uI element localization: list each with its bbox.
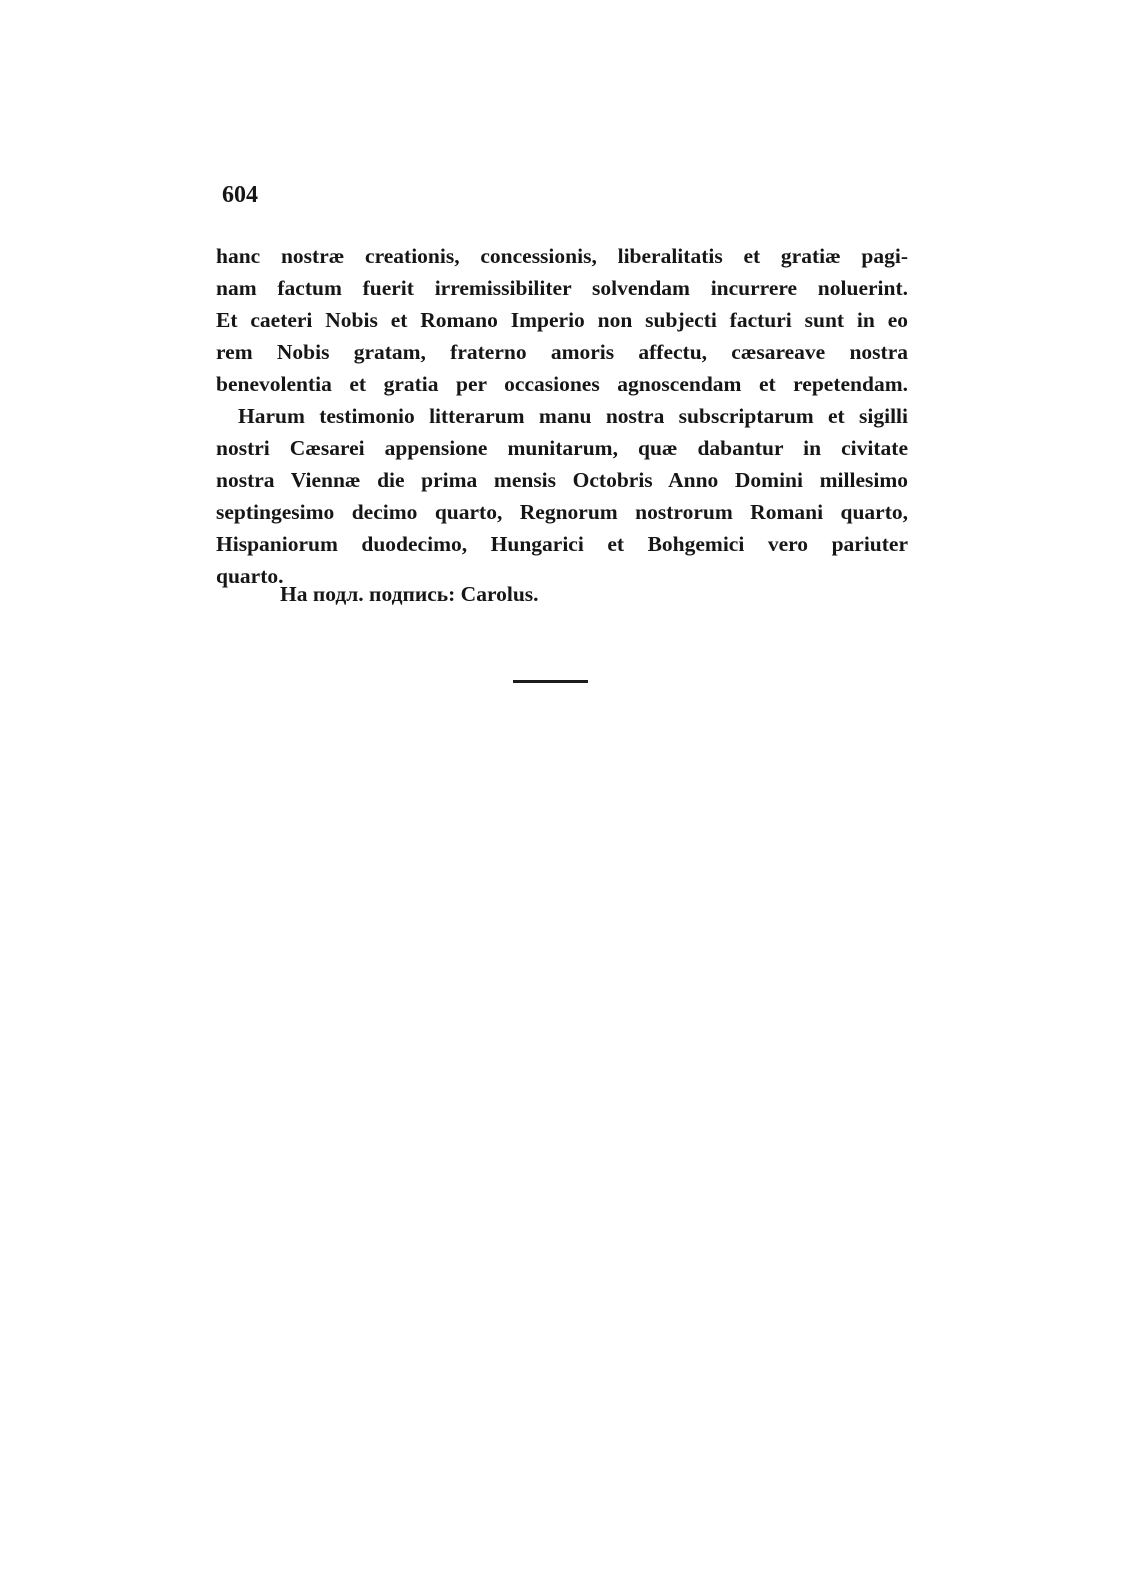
text-line: nam factum fuerit irremissibiliter solvendam incurrere noluerint. <box>216 276 908 300</box>
text-line: rem Nobis gratam, fraterno amoris affectu, cæsareave nostra <box>216 340 908 364</box>
text-line: benevolentia et gratia per occasiones agnoscendam et repetendam. <box>216 372 908 396</box>
text-line: hanc nostræ creationis, concessionis, liberalitatis et gratiæ pagi- <box>216 244 908 268</box>
text-line: Hispaniorum duodecimo, Hungarici et Bohgemici vero pariuter <box>216 532 908 556</box>
text-line: Et caeteri Nobis et Romano Imperio non subjecti facturi sunt in eo <box>216 308 908 332</box>
page-number: 604 <box>222 182 258 208</box>
text-line: Harum testimonio litterarum manu nostra subscriptarum et sigilli <box>238 404 908 428</box>
text-line: quarto. <box>216 564 284 588</box>
section-divider <box>513 680 588 683</box>
text-line: nostri Cæsarei appensione munitarum, quæ dabantur in civitate <box>216 436 908 460</box>
text-line: nostra Viennæ die prima mensis Octobris Anno Domini millesimo <box>216 468 908 492</box>
text-line: septingesimo decimo quarto, Regnorum nostrorum Romani quarto, <box>216 500 908 524</box>
signature-note: На подл. подпись: Carolus. <box>280 582 539 606</box>
